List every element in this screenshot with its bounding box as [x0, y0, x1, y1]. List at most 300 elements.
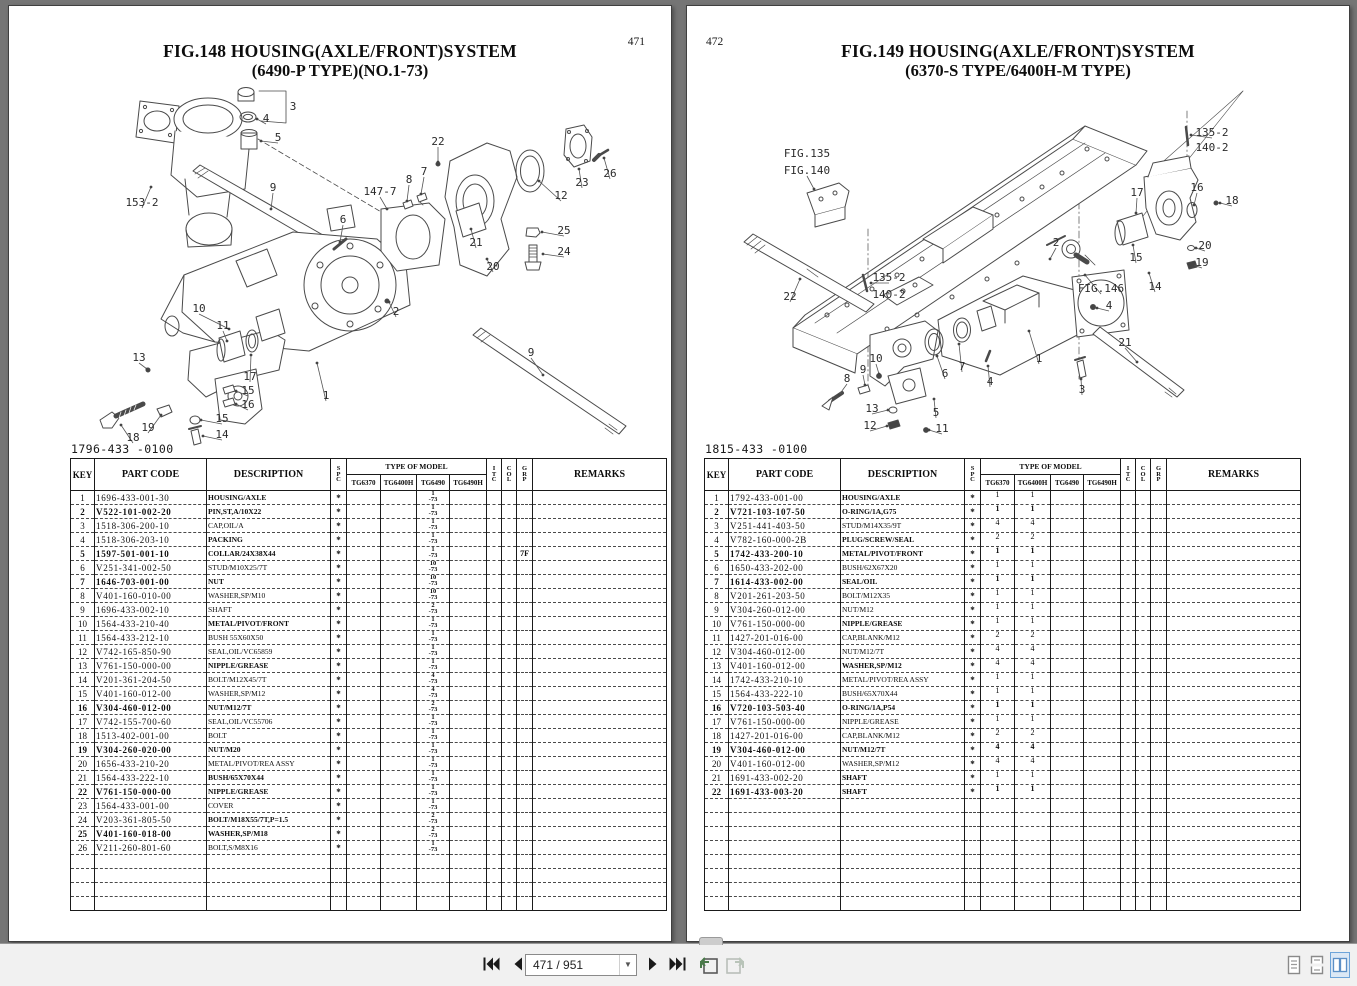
- table-cell: [381, 561, 417, 575]
- table-cell: [450, 771, 487, 785]
- table-cell: 26: [71, 841, 95, 855]
- table-cell: 21: [705, 771, 729, 785]
- table-cell: 1: [981, 771, 1015, 785]
- table-cell: 1: [981, 547, 1015, 561]
- table-cell: [1136, 505, 1151, 519]
- table-cell: [331, 883, 347, 897]
- table-cell: [450, 813, 487, 827]
- table-cell: [1084, 603, 1121, 617]
- table-cell: [1151, 869, 1167, 883]
- callout-anchor-dot: [813, 188, 816, 191]
- table-cell: [1121, 687, 1136, 701]
- table-cell: 2 -73: [417, 701, 450, 715]
- table-cell: 12: [705, 645, 729, 659]
- column-header: REMARKS: [533, 459, 667, 491]
- column-header: TG6400H: [1015, 475, 1051, 491]
- table-cell: [450, 785, 487, 799]
- table-cell: [381, 533, 417, 547]
- table-cell: [533, 617, 667, 631]
- first-page-button[interactable]: [479, 953, 503, 977]
- table-cell: [381, 547, 417, 561]
- table-cell: [381, 645, 417, 659]
- table-cell: [517, 785, 533, 799]
- table-cell: [347, 827, 381, 841]
- page-indicator-input[interactable]: [525, 954, 637, 976]
- table-cell: [450, 883, 487, 897]
- table-cell: [517, 729, 533, 743]
- table-cell: 1: [1015, 589, 1051, 603]
- table-cell: [1051, 519, 1084, 533]
- table-cell: [450, 799, 487, 813]
- table-cell: [841, 841, 965, 855]
- table-cell: [502, 547, 517, 561]
- callout-anchor-dot: [1136, 361, 1139, 364]
- table-cell: O-RING/1A,G75: [841, 505, 965, 519]
- table-cell: PLUG/SCREW/SEAL: [841, 533, 965, 547]
- table-cell: [1084, 869, 1121, 883]
- table-cell: [347, 547, 381, 561]
- table-cell: 1: [1015, 547, 1051, 561]
- table-cell: [1051, 869, 1084, 883]
- table-row-empty: [705, 897, 1301, 911]
- callout-label: 140-2: [872, 288, 906, 301]
- column-header: C O L: [1136, 459, 1151, 491]
- table-cell: [347, 673, 381, 687]
- figure-title: [9, 41, 671, 81]
- table-cell: 1427-201-016-00: [729, 631, 841, 645]
- page-indicator-dropdown-caret-icon[interactable]: ▼: [619, 955, 636, 975]
- table-cell: [381, 603, 417, 617]
- table-cell: 22: [71, 785, 95, 799]
- table-cell: STUD/M10X25/7T: [207, 561, 331, 575]
- table-row-empty: [705, 869, 1301, 883]
- table-cell: [502, 659, 517, 673]
- table-cell: [1167, 841, 1301, 855]
- table-cell: 5: [71, 547, 95, 561]
- table-cell: [1084, 519, 1121, 533]
- table-cell: [729, 841, 841, 855]
- table-cell: [1084, 701, 1121, 715]
- table-cell: [1136, 827, 1151, 841]
- callout-anchor-dot: [1190, 134, 1193, 137]
- table-cell: [1121, 519, 1136, 533]
- table-cell: [1136, 589, 1151, 603]
- callout-label: 135-2: [1195, 126, 1229, 139]
- table-cell: [331, 855, 347, 869]
- table-cell: [381, 575, 417, 589]
- table-row: [705, 785, 1301, 799]
- table-cell: [381, 673, 417, 687]
- table-cell: [381, 743, 417, 757]
- previous-view-button[interactable]: [697, 953, 721, 977]
- table-cell: [347, 883, 381, 897]
- table-cell: 1: [981, 575, 1015, 589]
- table-cell: [517, 757, 533, 771]
- table-cell: [533, 743, 667, 757]
- callout-label: 13: [865, 402, 879, 415]
- table-cell: 4: [1015, 519, 1051, 533]
- scrollbar-notch[interactable]: [699, 937, 723, 945]
- table-row: [71, 701, 667, 715]
- next-page-button[interactable]: [641, 953, 665, 977]
- table-cell: 9: [71, 603, 95, 617]
- table-cell: [965, 827, 981, 841]
- callout-anchor-dot: [878, 373, 881, 376]
- figure-code: 1815-433 -0100: [705, 442, 808, 456]
- table-cell: 2: [1015, 631, 1051, 645]
- table-cell: [1084, 757, 1121, 771]
- table-cell: *: [965, 603, 981, 617]
- callout-label: 3: [1078, 383, 1086, 396]
- table-cell: [487, 883, 502, 897]
- table-cell: [1121, 617, 1136, 631]
- table-cell: [517, 897, 533, 911]
- table-cell: [1167, 547, 1301, 561]
- table-cell: 1696-433-002-10: [95, 603, 207, 617]
- table-cell: [502, 575, 517, 589]
- callout-label: 4: [1105, 299, 1113, 312]
- table-cell: [381, 659, 417, 673]
- table-cell: [1051, 729, 1084, 743]
- table-cell: [381, 505, 417, 519]
- table-cell: [1151, 519, 1167, 533]
- callout-leader-line: [1136, 198, 1137, 213]
- table-cell: [381, 589, 417, 603]
- table-cell: [1167, 491, 1301, 505]
- table-cell: V304-460-012-00: [95, 701, 207, 715]
- table-cell: [517, 491, 533, 505]
- table-cell: 1: [1015, 561, 1051, 575]
- table-cell: [1136, 631, 1151, 645]
- table-cell: [517, 855, 533, 869]
- table-cell: [347, 855, 381, 869]
- callout-anchor-dot: [406, 200, 409, 203]
- table-cell: [1167, 743, 1301, 757]
- table-cell: [517, 645, 533, 659]
- table-row: [71, 631, 667, 645]
- table-cell: [347, 645, 381, 659]
- table-cell: *: [331, 631, 347, 645]
- table-cell: [347, 617, 381, 631]
- table-cell: [487, 505, 502, 519]
- table-cell: 1 -73: [417, 785, 450, 799]
- page-471: [8, 5, 672, 942]
- table-cell: [1167, 519, 1301, 533]
- table-cell: [1084, 561, 1121, 575]
- column-header: REMARKS: [1167, 459, 1301, 491]
- callout-anchor-dot: [386, 208, 389, 211]
- callout-leader-line: [421, 177, 424, 194]
- table-cell: [533, 561, 667, 575]
- table-cell: [517, 799, 533, 813]
- table-cell: 4: [981, 659, 1015, 673]
- callout-anchor-dot: [542, 253, 545, 256]
- table-cell: [502, 631, 517, 645]
- table-cell: 21: [71, 771, 95, 785]
- table-cell: [533, 645, 667, 659]
- callout-label: 8: [843, 372, 851, 385]
- table-cell: [487, 589, 502, 603]
- table-cell: [502, 799, 517, 813]
- table-cell: [487, 869, 502, 883]
- callout-anchor-dot: [1049, 258, 1052, 261]
- callout-anchor-dot: [1219, 202, 1222, 205]
- table-cell: 10 -73: [417, 561, 450, 575]
- table-cell: *: [331, 617, 347, 631]
- callout-label: 17: [243, 370, 257, 383]
- table-cell: [1121, 533, 1136, 547]
- callout-anchor-dot: [936, 355, 939, 358]
- table-cell: [1121, 785, 1136, 799]
- table-row-empty: [705, 883, 1301, 897]
- table-cell: [729, 813, 841, 827]
- callout-label: 15: [215, 412, 229, 425]
- table-cell: [502, 533, 517, 547]
- table-cell: [1121, 757, 1136, 771]
- table-cell: 14: [705, 673, 729, 687]
- table-cell: 1: [1015, 617, 1051, 631]
- column-header: KEY: [705, 459, 729, 491]
- callout-label: 14: [215, 428, 229, 441]
- table-cell: 1: [71, 491, 95, 505]
- figure-title-line2: (6370-S TYPE/6400H-M TYPE): [905, 61, 1131, 81]
- table-cell: 1 -73: [417, 715, 450, 729]
- callout-anchor-dot: [202, 435, 205, 438]
- column-header: DESCRIPTION: [207, 459, 331, 491]
- table-cell: [533, 813, 667, 827]
- table-cell: [1084, 659, 1121, 673]
- callout-anchor-dot: [578, 168, 581, 171]
- table-cell: [487, 575, 502, 589]
- table-cell: [1051, 743, 1084, 757]
- table-cell: [502, 491, 517, 505]
- table-cell: 1 -73: [417, 841, 450, 855]
- column-header: TG6490H: [450, 475, 487, 491]
- table-cell: SEAL,OIL/VC65859: [207, 645, 331, 659]
- table-cell: [502, 673, 517, 687]
- table-cell: 1564-433-001-00: [95, 799, 207, 813]
- table-cell: 1650-433-202-00: [729, 561, 841, 575]
- table-cell: [71, 855, 95, 869]
- table-cell: 4: [981, 519, 1015, 533]
- callout-label: 23: [575, 176, 589, 189]
- table-cell: [533, 841, 667, 855]
- table-cell: [381, 771, 417, 785]
- table-cell: COLLAR/24X38X44: [207, 547, 331, 561]
- table-cell: 1: [981, 491, 1015, 505]
- table-cell: [1136, 715, 1151, 729]
- table-cell: [502, 589, 517, 603]
- table-cell: NUT/M12/7T: [841, 743, 965, 757]
- table-cell: 4: [1015, 659, 1051, 673]
- table-cell: [841, 883, 965, 897]
- table-cell: 10 -73: [417, 575, 450, 589]
- table-cell: [381, 897, 417, 911]
- table-cell: [331, 897, 347, 911]
- table-cell: [1084, 883, 1121, 897]
- table-cell: [1167, 687, 1301, 701]
- table-cell: [1051, 841, 1084, 855]
- facing-view-button[interactable]: [1330, 952, 1350, 978]
- table-cell: V211-260-801-60: [95, 841, 207, 855]
- table-cell: [533, 715, 667, 729]
- table-cell: *: [331, 519, 347, 533]
- callout-label: 18: [1225, 194, 1239, 207]
- table-cell: [1167, 715, 1301, 729]
- table-cell: [533, 603, 667, 617]
- table-row-empty: [71, 897, 667, 911]
- table-cell: WASHER,SP/M12: [841, 659, 965, 673]
- next-view-button[interactable]: [723, 953, 747, 977]
- table-cell: V720-103-503-40: [729, 701, 841, 715]
- callout-label: 19: [141, 421, 155, 434]
- table-cell: [502, 729, 517, 743]
- table-cell: 1646-703-001-00: [95, 575, 207, 589]
- table-cell: *: [331, 673, 347, 687]
- table-cell: [502, 645, 517, 659]
- callout-leader-line: [407, 185, 409, 201]
- table-cell: [1136, 687, 1151, 701]
- table-cell: CAP,OIL/A: [207, 519, 331, 533]
- table-cell: [1051, 561, 1084, 575]
- table-cell: NUT/M12: [841, 603, 965, 617]
- table-cell: [71, 883, 95, 897]
- parts-table-right: [704, 458, 1301, 911]
- table-cell: [1136, 841, 1151, 855]
- callout-anchor-dot: [235, 390, 238, 393]
- callout-label: 140-2: [1195, 141, 1229, 154]
- single-page-view-button[interactable]: [1284, 952, 1304, 978]
- table-cell: [487, 813, 502, 827]
- callout-anchor-dot: [538, 180, 541, 183]
- table-cell: [517, 603, 533, 617]
- table-cell: [1167, 589, 1301, 603]
- table-cell: [487, 659, 502, 673]
- table-cell: 20: [71, 757, 95, 771]
- table-cell: 11: [71, 631, 95, 645]
- table-cell: 1 -73: [417, 757, 450, 771]
- table-cell: V251-341-002-50: [95, 561, 207, 575]
- table-cell: [450, 547, 487, 561]
- table-cell: 4: [981, 743, 1015, 757]
- table-cell: [1015, 841, 1051, 855]
- table-cell: [381, 855, 417, 869]
- table-cell: [1051, 883, 1084, 897]
- table-cell: [502, 715, 517, 729]
- table-cell: [1051, 547, 1084, 561]
- callout-anchor-dot: [838, 394, 841, 397]
- table-cell: [1121, 673, 1136, 687]
- column-header: S P C: [965, 459, 981, 491]
- callout-anchor-dot: [470, 228, 473, 231]
- table-cell: [1084, 589, 1121, 603]
- continuous-view-icon: [1309, 954, 1325, 976]
- viewer-toolbar: [0, 943, 1357, 986]
- table-cell: [347, 813, 381, 827]
- table-cell: *: [965, 491, 981, 505]
- callout-anchor-dot: [250, 354, 253, 357]
- table-cell: [1167, 533, 1301, 547]
- table-cell: *: [331, 645, 347, 659]
- table-cell: V742-155-700-60: [95, 715, 207, 729]
- table-cell: METAL/PIVOT/REA ASSY: [207, 757, 331, 771]
- callout-label: 9: [527, 346, 535, 359]
- table-cell: [1084, 771, 1121, 785]
- callout-anchor-dot: [1132, 244, 1135, 247]
- previous-view-icon: [697, 953, 721, 977]
- callout-label: 22: [431, 135, 445, 148]
- callout-anchor-dot: [1193, 204, 1196, 207]
- table-cell: *: [965, 575, 981, 589]
- table-cell: [1167, 561, 1301, 575]
- table-cell: [450, 645, 487, 659]
- table-cell: 4: [981, 757, 1015, 771]
- table-cell: V401-160-012-00: [729, 757, 841, 771]
- table-cell: SHAFT: [841, 785, 965, 799]
- table-cell: [1121, 659, 1136, 673]
- callout-anchor-dot: [226, 340, 229, 343]
- table-cell: *: [331, 561, 347, 575]
- table-cell: V761-150-000-00: [729, 715, 841, 729]
- table-cell: [417, 869, 450, 883]
- callout-label: 8: [405, 173, 413, 186]
- table-row: [705, 617, 1301, 631]
- table-cell: [533, 589, 667, 603]
- table-cell: 1427-201-016-00: [729, 729, 841, 743]
- table-cell: [533, 505, 667, 519]
- table-cell: [487, 631, 502, 645]
- table-row: [705, 505, 1301, 519]
- table-cell: [347, 757, 381, 771]
- table-cell: [1084, 491, 1121, 505]
- column-header: TG6490: [1051, 475, 1084, 491]
- last-page-button[interactable]: [666, 953, 690, 977]
- table-cell: [533, 883, 667, 897]
- callout-anchor-dot: [260, 140, 263, 143]
- table-cell: 1513-402-001-00: [95, 729, 207, 743]
- table-cell: [502, 603, 517, 617]
- table-cell: [450, 869, 487, 883]
- table-row: [71, 673, 667, 687]
- table-cell: 2: [705, 505, 729, 519]
- first-page-icon: [480, 953, 502, 975]
- table-cell: [1084, 687, 1121, 701]
- table-cell: PACKING: [207, 533, 331, 547]
- table-cell: [487, 897, 502, 911]
- table-cell: [705, 827, 729, 841]
- continuous-view-button[interactable]: [1307, 952, 1327, 978]
- table-cell: [841, 827, 965, 841]
- table-cell: [347, 561, 381, 575]
- table-cell: [502, 883, 517, 897]
- table-cell: 1: [981, 603, 1015, 617]
- table-cell: [1151, 505, 1167, 519]
- table-cell: [1121, 841, 1136, 855]
- table-cell: [533, 673, 667, 687]
- column-header: S P C: [331, 459, 347, 491]
- table-cell: 2 -73: [417, 827, 450, 841]
- table-cell: [1136, 659, 1151, 673]
- table-cell: *: [965, 673, 981, 687]
- table-cell: [1121, 869, 1136, 883]
- table-cell: [517, 519, 533, 533]
- table-cell: O-RING/1A,P54: [841, 701, 965, 715]
- table-cell: [1084, 505, 1121, 519]
- column-header: TG6490H: [1084, 475, 1121, 491]
- table-cell: 4: [1015, 743, 1051, 757]
- table-cell: 1564-433-210-40: [95, 617, 207, 631]
- table-cell: [1151, 715, 1167, 729]
